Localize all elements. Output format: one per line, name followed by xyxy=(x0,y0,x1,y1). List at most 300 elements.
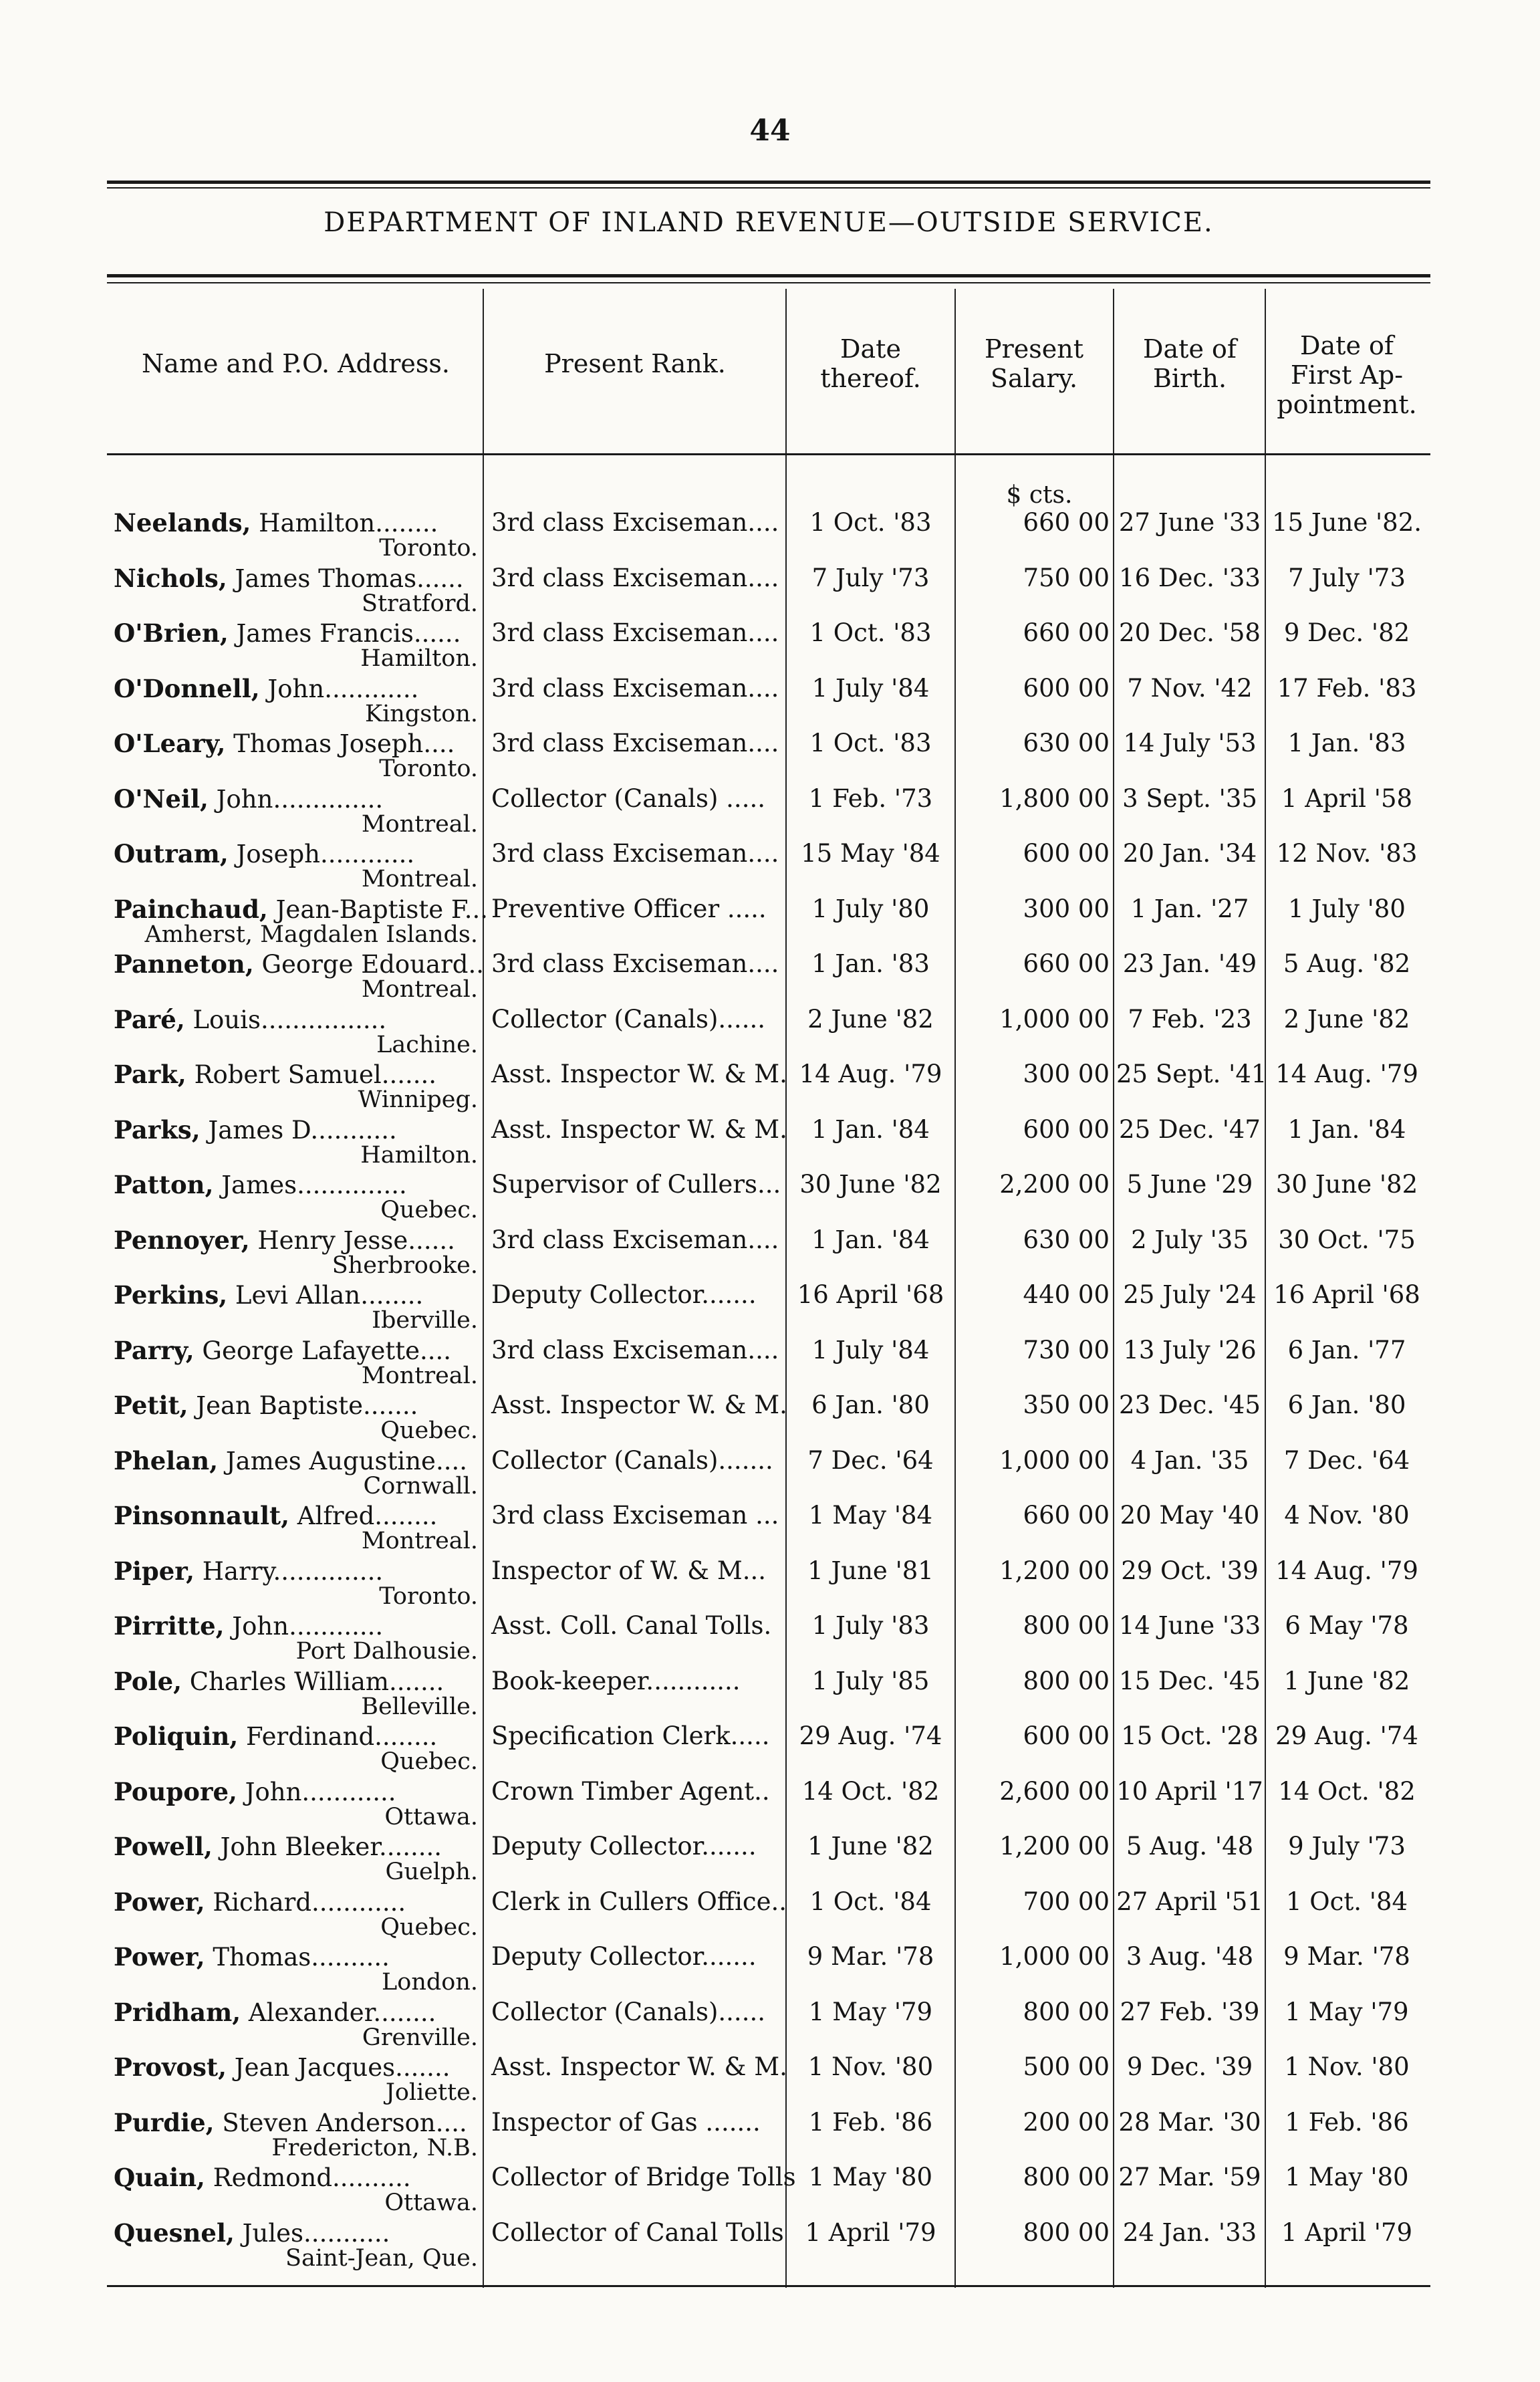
entry-name xyxy=(114,675,478,703)
entry-rank: 3rd class Exciseman.... xyxy=(491,839,779,868)
header-name xyxy=(114,349,478,378)
entry-rank-date: 1 Jan. '84 xyxy=(811,1114,930,1144)
entry-given-name: Levi Allan xyxy=(227,1281,361,1310)
entry-first-appointment: 6 Jan. '77 xyxy=(1287,1335,1406,1364)
entry-name xyxy=(114,2054,478,2081)
entry-birth-date: 25 Sept. '41 xyxy=(1116,1060,1267,1088)
entry-birth-date: 25 July '24 xyxy=(1123,1280,1257,1309)
entry-surname: Provost, xyxy=(114,2052,227,2082)
entry-rank-date: 1 Oct. '83 xyxy=(809,618,932,647)
entry-rank-date: 1 Jan. '83 xyxy=(811,949,930,978)
entry-first-appointment: 30 June '82 xyxy=(1275,1170,1418,1199)
entry-birth-date: 20 Dec. '58 xyxy=(1119,618,1261,647)
entry-rank-date: 29 Aug. '74 xyxy=(799,1721,942,1750)
entry-leader-dots: ........ xyxy=(378,1832,442,1861)
entry-salary: 300 00 xyxy=(1023,1060,1110,1088)
entry-rank: 3rd class Exciseman.... xyxy=(491,508,779,537)
entry-first-appointment: 1 Jan. '84 xyxy=(1287,1114,1406,1144)
entry-po-address: Fredericton, N.B. xyxy=(271,2134,478,2161)
entry-leader-dots: ........ xyxy=(374,1502,438,1530)
table-row xyxy=(0,1943,1540,1998)
entry-surname: Patton, xyxy=(114,1170,214,1199)
entry-name xyxy=(114,1227,478,1254)
entry-po-address: Joliette. xyxy=(385,2079,478,2106)
entry-salary: 800 00 xyxy=(1023,1666,1110,1695)
entry-name xyxy=(114,1171,478,1199)
entry-first-appointment: 1 Oct. '84 xyxy=(1285,1887,1408,1916)
entry-rank-date: 14 Aug. '79 xyxy=(799,1060,942,1088)
entry-given-name: John Bleeker xyxy=(212,1832,379,1861)
entry-leader-dots: ....... xyxy=(388,1667,444,1696)
entry-leader-dots: ....... xyxy=(395,2053,451,2082)
entry-surname: Petit, xyxy=(114,1391,188,1420)
entry-surname: Purdie, xyxy=(114,2107,215,2137)
entry-rank: 3rd class Exciseman ... xyxy=(491,1501,779,1530)
table-row xyxy=(0,1502,1540,1557)
entry-rank: Inspector of Gas ....... xyxy=(491,2107,761,2137)
entry-rank-date: 1 April '79 xyxy=(805,2218,936,2247)
page-number: 44 xyxy=(749,114,791,148)
entry-leader-dots: .... xyxy=(435,2108,467,2137)
entry-surname: Painchaud, xyxy=(114,894,268,924)
entry-rank: Crown Timber Agent.. xyxy=(491,1776,770,1806)
entry-given-name: Richard xyxy=(205,1887,312,1917)
entry-po-address: Montreal. xyxy=(361,976,478,1003)
entry-salary: 800 00 xyxy=(1023,2218,1110,2247)
entry-given-name: John xyxy=(259,674,325,703)
header-rank xyxy=(488,349,782,378)
entry-name xyxy=(114,1392,478,1419)
entry-birth-date: 5 June '29 xyxy=(1126,1170,1253,1199)
top-rule-thick xyxy=(107,181,1430,184)
table-row xyxy=(0,1171,1540,1226)
entry-given-name: James Thomas xyxy=(227,564,417,593)
entry-name xyxy=(114,1447,478,1475)
entry-rank: Specification Clerk..... xyxy=(491,1721,770,1750)
entry-surname: Power, xyxy=(114,1942,205,1972)
entry-birth-date: 10 April '17 xyxy=(1116,1776,1263,1806)
entry-surname: Outram, xyxy=(114,839,229,868)
entry-birth-date: 23 Jan. '49 xyxy=(1122,949,1257,978)
entry-po-address: Amherst, Magdalen Islands. xyxy=(144,921,478,948)
entry-given-name: James xyxy=(213,1171,297,1199)
entry-rank: 3rd class Exciseman.... xyxy=(491,729,779,757)
entry-first-appointment: 7 Dec. '64 xyxy=(1283,1445,1410,1475)
entry-leader-dots: .. xyxy=(472,895,489,924)
entry-birth-date: 13 July '26 xyxy=(1123,1335,1257,1364)
entry-rank-date: 14 Oct. '82 xyxy=(801,1776,940,1806)
entry-salary: 700 00 xyxy=(1023,1887,1110,1916)
header-bottom-rule xyxy=(107,453,1430,455)
entry-salary: 600 00 xyxy=(1023,1114,1110,1144)
entry-salary: 200 00 xyxy=(1023,2107,1110,2137)
entry-given-name: Alfred xyxy=(289,1502,375,1530)
header-rule-thick xyxy=(107,274,1430,277)
entry-leader-dots: .......... xyxy=(332,2163,411,2192)
entry-po-address: Hamilton. xyxy=(360,1141,478,1169)
entry-name xyxy=(114,1999,478,2026)
entry-name xyxy=(114,1337,478,1364)
entry-name xyxy=(114,620,478,647)
entry-leader-dots: ............ xyxy=(324,674,419,703)
entry-surname: Park, xyxy=(114,1060,186,1089)
entry-po-address: Ottawa. xyxy=(384,1803,478,1830)
entry-surname: Power, xyxy=(114,1887,205,1917)
entry-first-appointment: 1 May '79 xyxy=(1285,1997,1409,2026)
department-title: DEPARTMENT OF INLAND REVENUE—OUTSIDE SERVICE. xyxy=(324,207,1214,238)
entry-rank-date: 1 July '80 xyxy=(811,894,930,923)
header-birth xyxy=(1116,334,1263,393)
entry-given-name: John xyxy=(208,784,273,814)
entry-rank-date: 1 May '84 xyxy=(808,1501,933,1530)
header-first-line1: Date of xyxy=(1300,331,1394,360)
entry-given-name: John xyxy=(237,1777,302,1806)
entry-first-appointment: 4 Nov. '80 xyxy=(1284,1501,1410,1530)
entry-surname: Pennoyer, xyxy=(114,1225,250,1255)
entry-leader-dots: ...... xyxy=(408,1225,455,1255)
entry-salary: 600 00 xyxy=(1023,839,1110,868)
table-row xyxy=(0,1006,1540,1061)
entry-rank: 3rd class Exciseman.... xyxy=(491,1225,779,1254)
entry-po-address: Stratford. xyxy=(362,590,478,617)
entry-leader-dots: ....... xyxy=(363,1391,418,1420)
table-row xyxy=(0,1833,1540,1888)
entry-po-address: London. xyxy=(382,1969,478,1996)
entry-given-name: Redmond xyxy=(205,2163,333,2192)
entry-given-name: George Edouard xyxy=(253,950,469,979)
header-birth-line2: Birth. xyxy=(1152,364,1227,393)
entry-birth-date: 23 Dec. '45 xyxy=(1119,1391,1261,1419)
entry-given-name: James D. xyxy=(200,1115,319,1145)
entry-first-appointment: 1 April '58 xyxy=(1281,784,1413,813)
entry-birth-date: 3 Sept. '35 xyxy=(1122,784,1257,813)
entry-first-appointment: 17 Feb. '83 xyxy=(1277,673,1417,703)
entry-po-address: Belleville. xyxy=(361,1693,478,1720)
table-row xyxy=(0,1999,1540,2054)
entry-leader-dots: ........ xyxy=(360,1281,424,1310)
entry-po-address: Port Dalhousie. xyxy=(295,1638,478,1665)
entry-rank-date: 1 Jan. '84 xyxy=(811,1225,930,1254)
entry-rank-date: 1 Nov. '80 xyxy=(807,2052,934,2081)
entry-given-name: Thomas xyxy=(205,1943,311,1972)
entry-birth-date: 14 July '53 xyxy=(1123,729,1257,757)
entry-leader-dots: ............ xyxy=(289,1612,384,1641)
entry-rank: Deputy Collector....... xyxy=(491,1942,757,1971)
top-rule-thin xyxy=(107,187,1430,189)
entry-rank: Asst. Coll. Canal Tolls. xyxy=(491,1611,772,1640)
entry-birth-date: 4 Jan. '35 xyxy=(1130,1445,1249,1475)
entry-leader-dots: ................ xyxy=(260,1005,387,1034)
entry-leader-dots: .............. xyxy=(297,1171,407,1199)
entry-rank: Collector (Canals) ..... xyxy=(491,784,765,813)
entry-salary: 500 00 xyxy=(1023,2052,1110,2081)
entry-salary: 660 00 xyxy=(1023,508,1110,537)
entry-name xyxy=(114,894,489,924)
entry-birth-date: 15 Dec. '45 xyxy=(1119,1666,1261,1695)
entry-given-name: Ferdinand xyxy=(238,1722,375,1751)
entry-birth-date: 9 Dec. '39 xyxy=(1126,2052,1253,2081)
entry-po-address: Montreal. xyxy=(361,1362,478,1389)
entry-rank: Asst. Inspector W. & M. xyxy=(491,1114,787,1144)
entry-first-appointment: 1 July '80 xyxy=(1288,894,1406,923)
entry-surname: Pinsonnault, xyxy=(114,1501,289,1530)
entry-birth-date: 27 June '33 xyxy=(1118,508,1261,537)
entry-salary: 730 00 xyxy=(1023,1335,1110,1364)
entry-rank: Asst. Inspector W. & M. xyxy=(491,1391,787,1419)
entry-po-address: Hamilton. xyxy=(360,645,478,672)
entry-surname: O'Leary, xyxy=(114,729,226,758)
entry-given-name: Robert Samuel xyxy=(186,1060,382,1089)
header-first-line3: pointment. xyxy=(1277,390,1417,419)
entry-first-appointment: 9 Mar. '78 xyxy=(1283,1942,1410,1971)
entry-surname: Poliquin, xyxy=(114,1721,239,1751)
entry-name xyxy=(114,1943,478,1971)
entry-first-appointment: 15 June '82. xyxy=(1271,508,1422,537)
entry-surname: Nichols, xyxy=(114,563,227,593)
entry-first-appointment: 14 Aug. '79 xyxy=(1275,1556,1418,1585)
entry-rank-date: 1 May '80 xyxy=(808,2163,933,2191)
header-date-line1: Date xyxy=(840,334,901,364)
entry-surname: Neelands, xyxy=(114,508,251,538)
entry-rank: Asst. Inspector W. & M. xyxy=(491,2052,787,2081)
entry-birth-date: 7 Feb. '23 xyxy=(1128,1004,1252,1034)
entry-surname: Parry, xyxy=(114,1335,195,1365)
table-row xyxy=(0,1668,1540,1723)
entry-birth-date: 7 Nov. '42 xyxy=(1127,673,1253,703)
entry-birth-date: 1 Jan. '27 xyxy=(1130,894,1249,923)
entry-leader-dots: ........ xyxy=(374,1722,438,1751)
entry-leader-dots: ........ xyxy=(375,509,438,538)
entry-given-name: John xyxy=(224,1612,289,1641)
entry-first-appointment: 9 July '73 xyxy=(1288,1832,1406,1861)
header-name-label: Name and P.O. Address. xyxy=(142,349,450,378)
entry-surname: O'Donnell, xyxy=(114,673,260,703)
entry-given-name: George Lafayette xyxy=(194,1336,420,1365)
header-rank-label: Present Rank. xyxy=(544,349,726,378)
entry-birth-date: 28 Mar. '30 xyxy=(1118,2107,1261,2137)
entry-first-appointment: 1 Feb. '86 xyxy=(1285,2107,1409,2137)
entry-given-name: Louis xyxy=(184,1005,261,1034)
table-row xyxy=(0,2220,1540,2274)
entry-birth-date: 27 Mar. '59 xyxy=(1118,2163,1261,2191)
entry-leader-dots: .... xyxy=(419,1336,452,1365)
entry-salary: 1,800 00 xyxy=(999,784,1110,813)
entry-name xyxy=(114,1558,478,1585)
table-row xyxy=(0,565,1540,620)
entry-rank: Collector of Canal Tolls xyxy=(491,2218,784,2247)
entry-name xyxy=(114,2220,478,2247)
entry-name xyxy=(114,1613,478,1640)
entry-birth-date: 20 May '40 xyxy=(1120,1501,1260,1530)
entry-birth-date: 27 Feb. '39 xyxy=(1120,1997,1260,2026)
entry-salary: 1,200 00 xyxy=(999,1832,1110,1861)
table-row xyxy=(0,1778,1540,1833)
header-date xyxy=(789,334,952,393)
entry-surname: Powell, xyxy=(114,1832,213,1861)
entry-first-appointment: 1 April '79 xyxy=(1281,2218,1413,2247)
entry-salary: 2,200 00 xyxy=(999,1170,1110,1199)
entry-birth-date: 24 Jan. '33 xyxy=(1122,2218,1257,2247)
entry-given-name: Harry xyxy=(194,1556,273,1586)
entry-leader-dots: .......... xyxy=(318,1115,397,1145)
entry-name xyxy=(114,786,478,813)
entry-name xyxy=(114,1833,478,1861)
entry-rank-date: 1 Oct. '84 xyxy=(809,1887,932,1916)
entry-rank-date: 1 July '85 xyxy=(811,1666,930,1695)
entry-name xyxy=(114,1061,478,1088)
entry-salary: 2,600 00 xyxy=(999,1776,1110,1806)
entry-name xyxy=(114,1889,478,1916)
entry-po-address: Montreal. xyxy=(361,810,478,838)
entry-name xyxy=(114,565,478,592)
header-salary xyxy=(957,334,1111,393)
entry-po-address: Ottawa. xyxy=(384,2189,478,2216)
entry-rank-date: 1 June '82 xyxy=(807,1832,934,1861)
entry-birth-date: 27 April '51 xyxy=(1116,1887,1263,1916)
entry-first-appointment: 30 Oct. '75 xyxy=(1278,1225,1416,1254)
entry-leader-dots: ...... xyxy=(416,564,464,593)
entry-po-address: Toronto. xyxy=(379,535,478,562)
entry-rank: 3rd class Exciseman.... xyxy=(491,1335,779,1364)
entry-leader-dots: .... xyxy=(435,1446,467,1475)
entry-given-name: Henry Jesse xyxy=(249,1225,408,1255)
entry-rank-date: 1 May '79 xyxy=(808,1997,933,2026)
bottom-rule xyxy=(107,2285,1430,2287)
entry-salary: 600 00 xyxy=(1023,673,1110,703)
entry-salary: 1,000 00 xyxy=(999,1445,1110,1475)
entry-salary: 600 00 xyxy=(1023,1721,1110,1750)
table-row xyxy=(0,1227,1540,1282)
entry-rank-date: 7 July '73 xyxy=(811,563,930,592)
entry-name xyxy=(114,509,478,537)
entry-first-appointment: 14 Oct. '82 xyxy=(1278,1776,1416,1806)
entry-rank-date: 1 July '83 xyxy=(811,1611,930,1640)
entry-first-appointment: 9 Dec. '82 xyxy=(1283,618,1410,647)
entry-po-address: Toronto. xyxy=(379,1582,478,1610)
entry-surname: Pirritte, xyxy=(114,1611,225,1641)
table-row xyxy=(0,1061,1540,1116)
entry-salary: 440 00 xyxy=(1023,1280,1110,1309)
entry-salary: 1,000 00 xyxy=(999,1942,1110,1971)
entry-rank-date: 30 June '82 xyxy=(799,1170,942,1199)
entry-surname: O'Brien, xyxy=(114,618,229,648)
entry-name xyxy=(114,1116,478,1144)
entry-rank: Inspector of W. & M... xyxy=(491,1556,767,1585)
entry-leader-dots: ............ xyxy=(320,840,415,868)
entry-rank: Preventive Officer ..... xyxy=(491,894,767,923)
entry-birth-date: 29 Oct. '39 xyxy=(1121,1556,1259,1585)
table-row xyxy=(0,1282,1540,1336)
entry-salary: 800 00 xyxy=(1023,1611,1110,1640)
entry-leader-dots: ............ xyxy=(311,1887,406,1917)
entry-salary: 800 00 xyxy=(1023,2163,1110,2191)
table-row xyxy=(0,2109,1540,2164)
entry-first-appointment: 6 May '78 xyxy=(1285,1611,1409,1640)
entry-po-address: Kingston. xyxy=(364,700,478,727)
entry-surname: Quain, xyxy=(114,2163,205,2192)
entry-rank-date: 1 Oct. '83 xyxy=(809,508,932,537)
entry-po-address: Montreal. xyxy=(361,1528,478,1554)
table-row xyxy=(0,1337,1540,1392)
entry-leader-dots: ........ xyxy=(373,1998,436,2027)
entry-rank-date: 1 Oct. '83 xyxy=(809,729,932,757)
entry-given-name: Hamilton xyxy=(251,509,376,538)
entry-birth-date: 5 Aug. '48 xyxy=(1126,1832,1254,1861)
entry-rank-date: 1 Feb. '86 xyxy=(808,2107,933,2137)
entry-name xyxy=(114,1778,478,1806)
entry-given-name: Steven Anderson xyxy=(214,2108,436,2137)
header-first xyxy=(1267,331,1427,419)
header-date-line2: thereof. xyxy=(820,364,921,393)
entry-rank: Deputy Collector....... xyxy=(491,1832,757,1861)
entry-surname: Phelan, xyxy=(114,1445,219,1475)
entry-surname: Pridham, xyxy=(114,1997,241,2027)
entry-rank-date: 9 Mar. '78 xyxy=(807,1942,934,1971)
entry-name xyxy=(114,840,478,868)
entry-first-appointment: 1 Nov. '80 xyxy=(1284,2052,1410,2081)
entry-rank: 3rd class Exciseman.... xyxy=(491,949,779,978)
entry-po-address: Quebec. xyxy=(380,1748,478,1775)
entry-first-appointment: 7 July '73 xyxy=(1288,563,1406,592)
entry-rank-date: 2 June '82 xyxy=(807,1004,934,1034)
entry-first-appointment: 12 Nov. '83 xyxy=(1276,839,1418,868)
entry-leader-dots: .. xyxy=(468,950,484,979)
header-salary-line2: Salary. xyxy=(990,364,1078,393)
entry-po-address: Saint-Jean, Que. xyxy=(285,2244,478,2272)
entry-salary: 1,200 00 xyxy=(999,1556,1110,1585)
entry-given-name: Jean Baptiste xyxy=(188,1391,364,1420)
entry-given-name: Jean Jacques xyxy=(226,2053,396,2082)
header-salary-line1: Present xyxy=(985,334,1083,364)
entry-name xyxy=(114,1502,478,1530)
entry-salary: 660 00 xyxy=(1023,949,1110,978)
entry-given-name: Jules xyxy=(234,2218,304,2248)
table-row xyxy=(0,1558,1540,1613)
entry-given-name: Joseph xyxy=(228,840,321,868)
table-row xyxy=(0,509,1540,564)
entry-surname: Quesnel, xyxy=(114,2218,235,2248)
entry-salary: 660 00 xyxy=(1023,618,1110,647)
header-birth-line1: Date of xyxy=(1143,334,1237,364)
entry-birth-date: 15 Oct. '28 xyxy=(1121,1721,1259,1750)
entry-surname: O'Neil, xyxy=(114,784,209,814)
entry-rank: Asst. Inspector W. & M. xyxy=(491,1060,787,1088)
table-row xyxy=(0,1392,1540,1447)
entry-po-address: Quebec. xyxy=(380,1913,478,1941)
entry-birth-date: 25 Dec. '47 xyxy=(1119,1114,1261,1144)
entry-leader-dots: ............ xyxy=(301,1777,396,1806)
table-row xyxy=(0,730,1540,785)
entry-birth-date: 14 June '33 xyxy=(1118,1611,1261,1640)
entry-given-name: Alexander xyxy=(241,1998,374,2027)
entry-salary: 630 00 xyxy=(1023,1225,1110,1254)
entry-given-name: Charles William xyxy=(182,1667,389,1696)
entry-rank: Collector (Canals)...... xyxy=(491,1997,765,2026)
entry-rank: Book-keeper............ xyxy=(491,1666,741,1695)
entry-first-appointment: 2 June '82 xyxy=(1283,1004,1410,1034)
entry-salary: 350 00 xyxy=(1023,1391,1110,1419)
entry-name xyxy=(114,1668,478,1695)
entry-surname: Piper, xyxy=(114,1556,195,1586)
entry-po-address: Grenville. xyxy=(362,2024,478,2051)
entry-rank: 3rd class Exciseman.... xyxy=(491,673,779,703)
entry-leader-dots: .... xyxy=(423,729,455,758)
header-rule-thin xyxy=(107,282,1430,283)
entry-first-appointment: 1 May '80 xyxy=(1285,2163,1409,2191)
entry-name xyxy=(114,2164,478,2191)
entry-birth-date: 16 Dec. '33 xyxy=(1119,563,1261,592)
header-first-line2: First Ap- xyxy=(1290,360,1404,390)
